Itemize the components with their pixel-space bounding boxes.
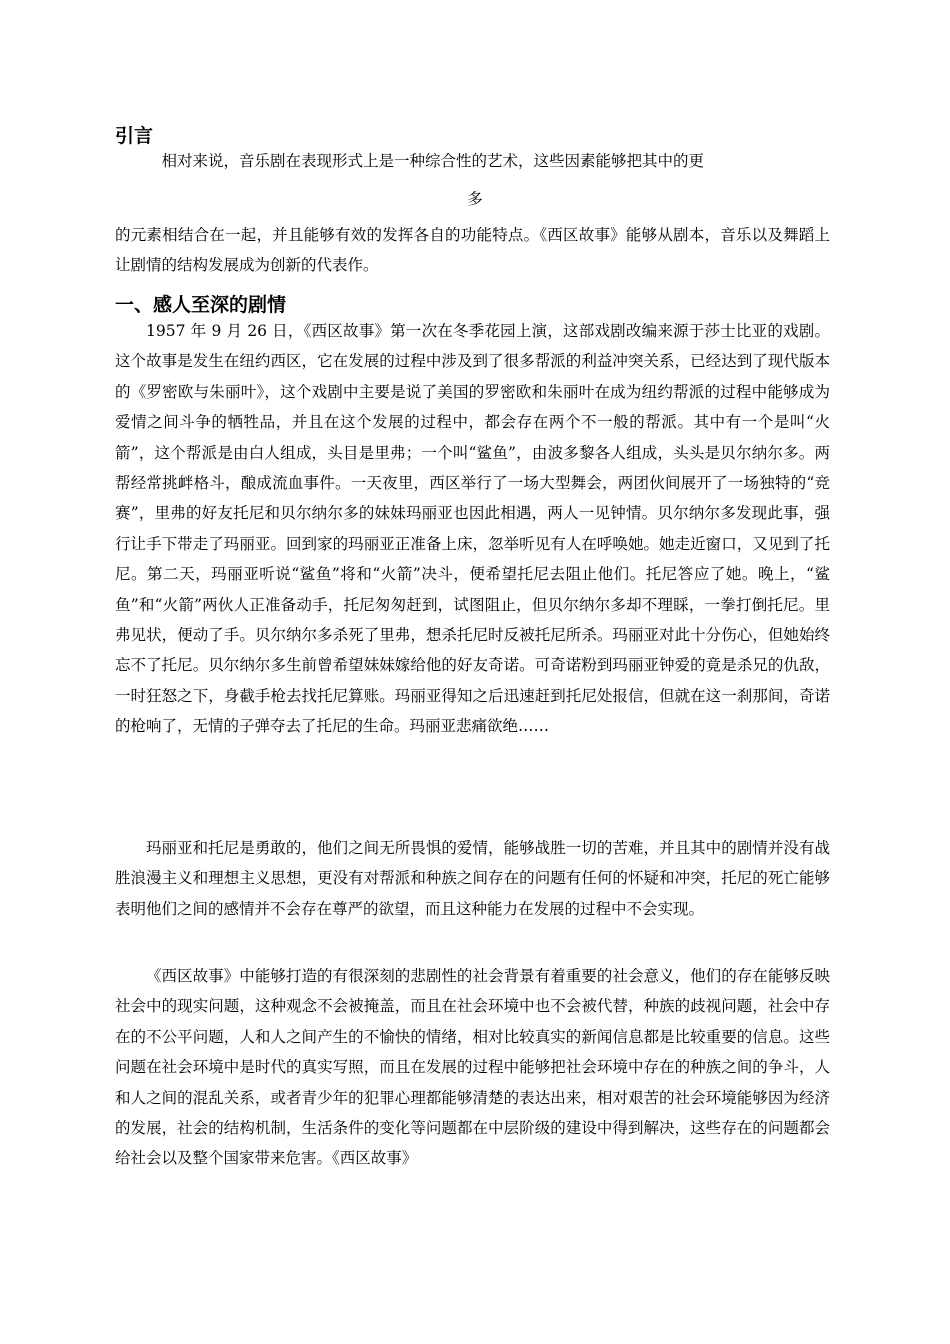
paragraph-plot-summary: 1957 年 9 月 26 日，《西区故事》第一次在冬季花园上演，这部戏剧改编来源于莎士比亚的戏剧。这个故事是发生在纽约西区，它在发展的过程中涉及到了很多帮派的利益冲突关系，已经达到了现代版本的《罗密欧与朱丽叶》，这个戏剧中主要是说了美国的罗密欧和朱丽叶在成为纽约帮派的过程中能够成为爱情之间斗争的牺牲品，并且在这个发展的过程中，都会存在两个不一般的帮派。其中有一个是叫“火箭”，这个帮派是由白人组成，头目是里弗；一个叫“鲨鱼”，由波多黎各人组成，头头是贝尔纳尔多。两帮经常挑衅格斗，酿成流血事件。一天夜里，西区举行了一场大型舞会，两团伙间展开了一场独特的“竞赛”，里弗的好友托尼和贝尔纳尔多的妹妹玛丽亚也因此相遇，两人一见钟情。贝尔纳尔多发现此事，强行让手下带走了玛丽亚。回到家的玛丽亚正准备上床，忽举听见有人在呼唤她。她走近窗口，又见到了托尼。第二天，玛丽亚听说“鲨鱼”将和“火箭”决斗，便希望托尼去阻止他们。托尼答应了她。晚上，“鲨鱼”和“火箭”两伙人正准备动手，托尼匆匆赶到，试图阻止，但贝尔纳尔多却不理睬，一拳打倒托尼。里弗见状，便动了手。贝尔纳尔多杀死了里弗，想杀托尼时反被托尼所杀。玛丽亚对此十分伤心，但她始终忘不了托尼。贝尔纳尔多生前曾希望妹妹嫁给他的好友奇诺。可奇诺粉到玛丽亚钟爱的竟是杀兄的仇敌，一时狂怒之下，身截手枪去找托尼算账。玛丽亚得知之后迅速赶到托尼处报信，但就在这一刹那间，奇诺的枪响了，无情的子弹夺去了托尼的生命。玛丽亚悲痛欲绝……	[115, 322, 830, 736]
intro-paragraph: 的元素相结合在一起，并且能够有效的发挥各自的功能特点。《西区故事》能够从剧本，音乐以及舞蹈上让剧情的结构发展成为创新的代表作。	[115, 226, 830, 275]
intro-line-1: 相对来说，音乐剧在表现形式上是一种综合性的艺术，这些因素能够把其中的更	[161, 152, 705, 170]
intro-heading: 引言	[115, 125, 154, 147]
intro-line-2: 多	[467, 190, 483, 208]
paragraph-love-analysis: 玛丽亚和托尼是勇敢的，他们之间无所畏惧的爱情，能够战胜一切的苦难，并且其中的剧情并没有战胜浪漫主义和理想主义思想，更没有对帮派和种族之间存在的问题有任何的怀疑和冲突，托尼的死亡能够表明他们之间的感情并不会存在尊严的欲望，而且这种能力在发展的过程中不会实现。	[115, 839, 830, 918]
paragraph-social-background: 《西区故事》中能够打造的有很深刻的悲剧性的社会背景有着重要的社会意义，他们的存在能够反映社会中的现实问题，这种观念不会被掩盖，而且在社会环境中也不会被代替，种族的歧视问题，社会中存在的不公平问题，人和人之间产生的不愉快的情绪，相对比较真实的新闻信息都是比较重要的信息。这些问题在社会环境中是时代的真实写照，而且在发展的过程中能够把社会环境中存在的种族之间的争斗，人和人之间的混乱关系，或者青少年的犯罪心理都能够清楚的表达出来，相对艰苦的社会环境能够因为经济的发展，社会的结构机制，生活条件的变化等问题都在中层阶级的建设中得到解决，这些存在的问题都会给社会以及整个国家带来危害。《西区故事》	[115, 967, 830, 1168]
section-1-heading: 一、感人至深的剧情	[115, 294, 287, 316]
